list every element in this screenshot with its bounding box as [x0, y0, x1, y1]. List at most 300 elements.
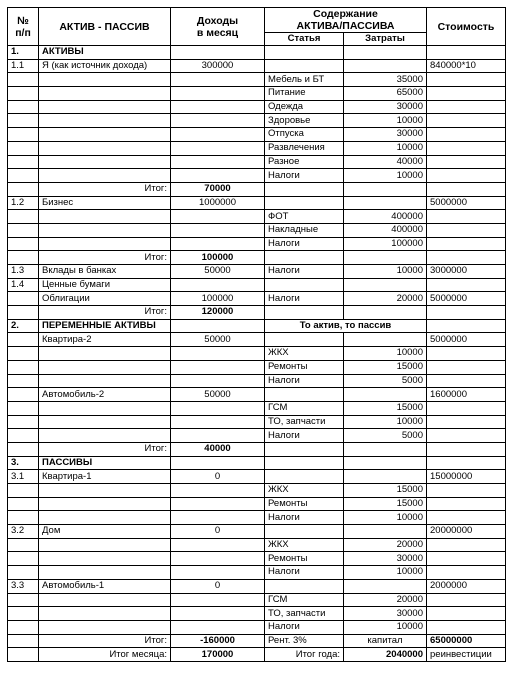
row-cost — [427, 169, 506, 183]
row-income: 50000 — [171, 388, 265, 402]
row-number — [8, 100, 39, 114]
header-article: Статья — [265, 33, 344, 46]
row-name: Бизнес — [39, 196, 171, 210]
row-cost — [427, 620, 506, 634]
row-number: 3.1 — [8, 470, 39, 484]
row-cost — [427, 442, 506, 456]
row-article: ТО, запчасти — [265, 607, 344, 621]
row-number — [8, 401, 39, 415]
row-article — [265, 579, 344, 593]
table-row — [8, 579, 506, 593]
table-row — [8, 210, 506, 224]
row-number — [8, 360, 39, 374]
row-number — [8, 128, 39, 142]
table-row — [8, 87, 506, 101]
row-article: Налоги — [265, 374, 344, 388]
table-row — [8, 607, 506, 621]
row-article: Налоги — [265, 169, 344, 183]
row-income: 1000000 — [171, 196, 265, 210]
row-article: Разное — [265, 155, 344, 169]
row-income: 120000 — [171, 306, 265, 320]
row-income — [171, 223, 265, 237]
header-asset-liability: АКТИВ - ПАССИВ — [39, 8, 171, 46]
row-number — [8, 388, 39, 402]
total-row — [8, 634, 506, 648]
row-number — [8, 114, 39, 128]
row-income — [171, 566, 265, 580]
row-expense: 35000 — [344, 73, 427, 87]
row-number — [8, 607, 39, 621]
row-expense: 30000 — [344, 100, 427, 114]
row-number — [8, 374, 39, 388]
table-row — [8, 237, 506, 251]
row-name: Автомобиль-2 — [39, 388, 171, 402]
row-expense: 400000 — [344, 223, 427, 237]
row-expense: 10000 — [344, 114, 427, 128]
row-expense: 2040000 — [344, 648, 427, 662]
row-income: 100000 — [171, 251, 265, 265]
row-number — [8, 155, 39, 169]
row-article — [265, 388, 344, 402]
row-cost: реинвестиции — [427, 648, 506, 662]
row-expense — [344, 388, 427, 402]
total-row — [8, 251, 506, 265]
row-name: Квартира-2 — [39, 333, 171, 347]
row-cost: 3000000 — [427, 265, 506, 279]
row-expense: 400000 — [344, 210, 427, 224]
row-name — [39, 100, 171, 114]
row-cost: 5000000 — [427, 333, 506, 347]
row-article — [265, 333, 344, 347]
table-row — [8, 470, 506, 484]
row-income — [171, 511, 265, 525]
row-name — [39, 429, 171, 443]
row-expense: 10000 — [344, 347, 427, 361]
row-income — [171, 114, 265, 128]
row-cost — [427, 552, 506, 566]
row-income — [171, 141, 265, 155]
table-row — [8, 484, 506, 498]
table-row — [8, 223, 506, 237]
total-row — [8, 306, 506, 320]
row-expense: 100000 — [344, 237, 427, 251]
row-name — [39, 484, 171, 498]
row-name: Облигации — [39, 292, 171, 306]
row-name — [39, 415, 171, 429]
row-cost — [427, 251, 506, 265]
row-expense: 10000 — [344, 415, 427, 429]
table-row — [8, 169, 506, 183]
table-row — [8, 128, 506, 142]
row-article: ЖКХ — [265, 347, 344, 361]
row-income — [171, 155, 265, 169]
row-name: Ценные бумаги — [39, 278, 171, 292]
row-name — [39, 169, 171, 183]
row-expense — [344, 182, 427, 196]
row-income: 170000 — [171, 648, 265, 662]
row-number — [8, 648, 39, 662]
row-name — [39, 538, 171, 552]
row-article — [265, 182, 344, 196]
row-number — [8, 552, 39, 566]
row-expense: 20000 — [344, 292, 427, 306]
row-income: 70000 — [171, 182, 265, 196]
row-expense: 20000 — [344, 538, 427, 552]
row-number — [8, 73, 39, 87]
row-expense — [344, 251, 427, 265]
section-row — [8, 456, 506, 470]
row-expense — [344, 470, 427, 484]
row-article: Налоги — [265, 429, 344, 443]
row-name: Итог месяца: — [39, 648, 171, 662]
header-row — [8, 8, 506, 33]
row-income — [171, 87, 265, 101]
table-row — [8, 552, 506, 566]
row-income — [171, 374, 265, 388]
table-row — [8, 538, 506, 552]
row-cost — [427, 278, 506, 292]
row-name: Итог: — [39, 251, 171, 265]
row-name — [39, 128, 171, 142]
row-number — [8, 415, 39, 429]
row-name — [39, 497, 171, 511]
row-expense: капитал — [344, 634, 427, 648]
row-name — [39, 223, 171, 237]
row-income — [171, 429, 265, 443]
row-cost — [427, 114, 506, 128]
row-number — [8, 182, 39, 196]
row-cost — [427, 128, 506, 142]
row-income — [171, 347, 265, 361]
row-income — [171, 128, 265, 142]
row-expense: 10000 — [344, 169, 427, 183]
row-cost — [427, 73, 506, 87]
table-row — [8, 114, 506, 128]
table-row — [8, 155, 506, 169]
row-expense: 40000 — [344, 155, 427, 169]
table-row — [8, 100, 506, 114]
row-expense: 10000 — [344, 566, 427, 580]
row-income — [171, 456, 265, 470]
row-expense: 30000 — [344, 128, 427, 142]
row-income — [171, 210, 265, 224]
row-number — [8, 333, 39, 347]
table-row — [8, 593, 506, 607]
row-income — [171, 278, 265, 292]
row-article: Ремонты — [265, 552, 344, 566]
row-expense: 10000 — [344, 141, 427, 155]
row-expense — [344, 196, 427, 210]
row-income: 0 — [171, 470, 265, 484]
row-expense: 15000 — [344, 497, 427, 511]
row-cost — [427, 141, 506, 155]
row-number — [8, 169, 39, 183]
row-article: Мебель и БТ — [265, 73, 344, 87]
row-expense: 10000 — [344, 511, 427, 525]
row-cost — [427, 484, 506, 498]
row-article: Отпуска — [265, 128, 344, 142]
table-row — [8, 360, 506, 374]
table-row — [8, 333, 506, 347]
row-article — [265, 525, 344, 539]
row-income — [171, 538, 265, 552]
row-expense: 10000 — [344, 620, 427, 634]
row-name: ПАССИВЫ — [39, 456, 171, 470]
row-income — [171, 593, 265, 607]
row-income: 0 — [171, 525, 265, 539]
row-cost — [427, 538, 506, 552]
row-name — [39, 566, 171, 580]
row-name: Итог: — [39, 306, 171, 320]
row-article: Налоги — [265, 620, 344, 634]
table-row — [8, 292, 506, 306]
row-name — [39, 155, 171, 169]
table-row — [8, 511, 506, 525]
row-article: ФОТ — [265, 210, 344, 224]
row-income — [171, 607, 265, 621]
row-cost — [427, 401, 506, 415]
table-row — [8, 620, 506, 634]
table-row — [8, 415, 506, 429]
header-number: № п/п — [8, 8, 39, 46]
finance-table — [7, 7, 506, 662]
row-article: Накладные — [265, 223, 344, 237]
table-row — [8, 388, 506, 402]
row-article: Одежда — [265, 100, 344, 114]
header-income: Доходы в месяц — [171, 8, 265, 46]
row-name — [39, 141, 171, 155]
row-number — [8, 429, 39, 443]
row-number: 1.2 — [8, 196, 39, 210]
table-row — [8, 497, 506, 511]
row-expense — [344, 59, 427, 73]
row-article: ЖКХ — [265, 538, 344, 552]
row-income — [171, 319, 265, 333]
section-row — [8, 46, 506, 60]
table-row — [8, 265, 506, 279]
row-expense — [344, 278, 427, 292]
row-expense — [344, 525, 427, 539]
row-income: 100000 — [171, 292, 265, 306]
row-expense: 5000 — [344, 429, 427, 443]
row-article: Налоги — [265, 511, 344, 525]
row-income: 40000 — [171, 442, 265, 456]
row-cost — [427, 210, 506, 224]
row-name: Итог: — [39, 634, 171, 648]
row-cost: 65000000 — [427, 634, 506, 648]
row-income — [171, 360, 265, 374]
row-number: 2. — [8, 319, 39, 333]
row-name: ПЕРЕМЕННЫЕ АКТИВЫ — [39, 319, 171, 333]
row-name — [39, 607, 171, 621]
row-cost — [427, 374, 506, 388]
table-row — [8, 566, 506, 580]
row-article — [265, 456, 344, 470]
row-article: Рент. 3% — [265, 634, 344, 648]
row-income — [171, 46, 265, 60]
row-article: Налоги — [265, 237, 344, 251]
row-name — [39, 210, 171, 224]
row-income — [171, 552, 265, 566]
row-cost — [427, 566, 506, 580]
row-expense: 65000 — [344, 87, 427, 101]
row-article — [265, 46, 344, 60]
row-expense — [344, 456, 427, 470]
row-article: Ремонты — [265, 360, 344, 374]
table-row — [8, 278, 506, 292]
header-content: Содержание АКТИВА/ПАССИВА — [265, 8, 427, 33]
row-cost: 2000000 — [427, 579, 506, 593]
row-article: Налоги — [265, 292, 344, 306]
row-expense: 10000 — [344, 265, 427, 279]
row-article: Налоги — [265, 265, 344, 279]
table-row — [8, 525, 506, 539]
row-cost: 5000000 — [427, 292, 506, 306]
row-cost — [427, 100, 506, 114]
row-article — [265, 278, 344, 292]
row-article: Развлечения — [265, 141, 344, 155]
header-expenses: Затраты — [344, 33, 427, 46]
row-cost — [427, 360, 506, 374]
row-expense: 30000 — [344, 607, 427, 621]
total-row — [8, 648, 506, 662]
row-expense — [344, 579, 427, 593]
row-income — [171, 169, 265, 183]
row-article — [265, 306, 344, 320]
row-article — [265, 442, 344, 456]
row-number: 1.4 — [8, 278, 39, 292]
row-cost — [427, 155, 506, 169]
row-expense: 15000 — [344, 484, 427, 498]
row-number — [8, 497, 39, 511]
table-row — [8, 73, 506, 87]
row-expense: 20000 — [344, 593, 427, 607]
total-row — [8, 182, 506, 196]
row-number: 3.2 — [8, 525, 39, 539]
row-expense: 15000 — [344, 360, 427, 374]
row-name — [39, 237, 171, 251]
row-article: ГСМ — [265, 593, 344, 607]
row-income: -160000 — [171, 634, 265, 648]
row-cost — [427, 46, 506, 60]
row-number — [8, 306, 39, 320]
row-cost — [427, 456, 506, 470]
row-number — [8, 538, 39, 552]
row-article: Здоровье — [265, 114, 344, 128]
row-number — [8, 141, 39, 155]
row-number — [8, 593, 39, 607]
row-cost — [427, 607, 506, 621]
row-cost — [427, 223, 506, 237]
row-name — [39, 73, 171, 87]
row-cost — [427, 347, 506, 361]
row-expense — [344, 333, 427, 347]
table-row — [8, 401, 506, 415]
section-row — [8, 319, 506, 333]
row-income — [171, 237, 265, 251]
row-income: 0 — [171, 579, 265, 593]
header-cost: Стоимость — [427, 8, 506, 46]
row-expense — [344, 46, 427, 60]
row-name — [39, 114, 171, 128]
row-article — [265, 251, 344, 265]
row-article: Питание — [265, 87, 344, 101]
row-number — [8, 511, 39, 525]
row-article: ЖКХ — [265, 484, 344, 498]
row-cost — [427, 593, 506, 607]
row-name — [39, 593, 171, 607]
row-expense: 30000 — [344, 552, 427, 566]
row-name — [39, 511, 171, 525]
row-article — [265, 59, 344, 73]
row-number — [8, 442, 39, 456]
row-expense — [344, 442, 427, 456]
row-number — [8, 210, 39, 224]
row-cost — [427, 182, 506, 196]
row-cost: 1600000 — [427, 388, 506, 402]
row-article — [265, 196, 344, 210]
total-row — [8, 442, 506, 456]
table-row — [8, 374, 506, 388]
row-cost — [427, 429, 506, 443]
row-name — [39, 87, 171, 101]
row-number — [8, 620, 39, 634]
row-cost — [427, 415, 506, 429]
row-article: ТО, запчасти — [265, 415, 344, 429]
row-name: Вклады в банках — [39, 265, 171, 279]
table-row — [8, 196, 506, 210]
row-number — [8, 87, 39, 101]
row-name: Я (как источник дохода) — [39, 59, 171, 73]
row-income: 50000 — [171, 265, 265, 279]
row-article: ГСМ — [265, 401, 344, 415]
row-name: АКТИВЫ — [39, 46, 171, 60]
row-income — [171, 484, 265, 498]
row-name — [39, 374, 171, 388]
row-expense — [344, 306, 427, 320]
row-expense: 15000 — [344, 401, 427, 415]
row-article: Итог года: — [265, 648, 344, 662]
table-row — [8, 141, 506, 155]
row-cost: 15000000 — [427, 470, 506, 484]
row-number: 1.1 — [8, 59, 39, 73]
row-name — [39, 401, 171, 415]
row-number — [8, 237, 39, 251]
row-expense: 5000 — [344, 374, 427, 388]
row-cost — [427, 87, 506, 101]
row-number — [8, 484, 39, 498]
row-name: Автомобиль-1 — [39, 579, 171, 593]
row-article — [265, 470, 344, 484]
row-income — [171, 620, 265, 634]
row-number — [8, 566, 39, 580]
row-number — [8, 223, 39, 237]
row-income: 300000 — [171, 59, 265, 73]
row-number: 3. — [8, 456, 39, 470]
row-cost — [427, 497, 506, 511]
row-number: 1. — [8, 46, 39, 60]
row-number — [8, 634, 39, 648]
row-name — [39, 347, 171, 361]
row-cost — [427, 511, 506, 525]
row-cost — [427, 237, 506, 251]
row-name — [39, 620, 171, 634]
row-name: Квартира-1 — [39, 470, 171, 484]
row-article: Налоги — [265, 566, 344, 580]
row-article: Ремонты — [265, 497, 344, 511]
row-name — [39, 552, 171, 566]
row-name: Дом — [39, 525, 171, 539]
